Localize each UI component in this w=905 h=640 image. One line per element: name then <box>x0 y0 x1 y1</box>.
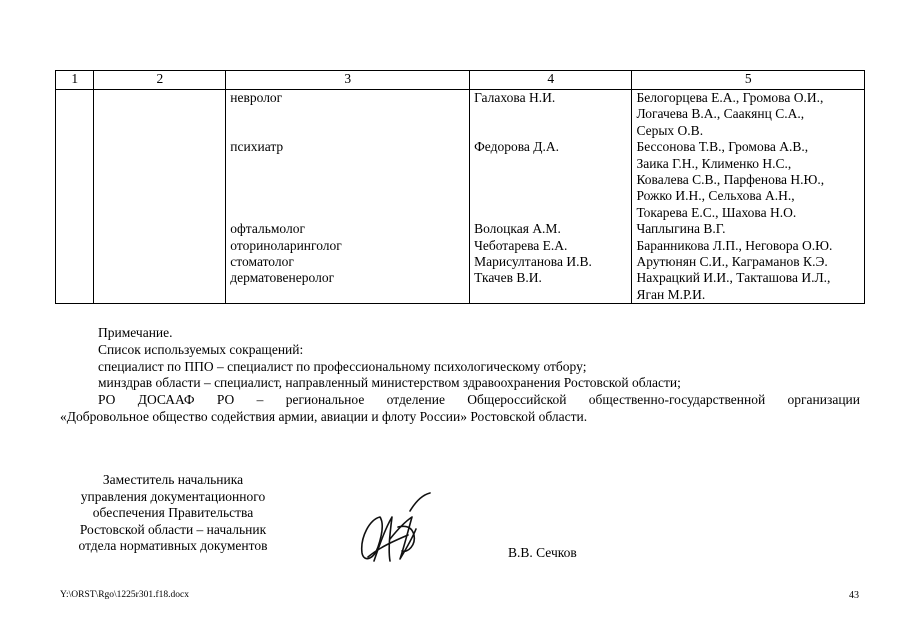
specialty-cell <box>226 90 470 304</box>
signer-title-line: Ростовской области – начальник <box>79 521 267 537</box>
members-line: Ковалева С.В., Парфенова Н.Ю., <box>636 171 825 187</box>
members-line: Чаплыгина В.Г. <box>636 221 726 237</box>
responsible-line: Ткачев В.И. <box>474 270 542 286</box>
specialty-line: оториноларинголог <box>230 237 342 253</box>
members-line: Токарева Е.С., Шахова Н.О. <box>636 204 797 220</box>
members-line: Заика Г.Н., Клименко Н.С., <box>636 155 792 171</box>
members-line: Серых О.В. <box>636 122 704 138</box>
note-item: специалист по ППО – специалист по профессиональному психологическому отбору; <box>98 358 587 374</box>
note-item-continuation: «Добровольное общество содействия армии, авиации и флоту России» Ростовской области. <box>60 408 588 424</box>
header-col-1: 1 <box>56 71 94 90</box>
notes-title: Примечание. <box>98 325 173 340</box>
signer-name: В.В. Сечков <box>508 545 577 560</box>
notes-list-intro: Список используемых сокращений: <box>98 341 304 357</box>
specialty-line: дерматовенеролог <box>230 270 335 286</box>
responsible-line: Чеботарева Е.А. <box>474 237 568 253</box>
members-line: Белогорцева Е.А., Громова О.И., <box>636 90 824 105</box>
members-cell <box>632 90 865 304</box>
spacer <box>474 205 627 221</box>
responsible-line: Галахова Н.И. <box>474 90 556 105</box>
specialists-table <box>55 70 865 304</box>
spacer <box>230 287 465 303</box>
specialty-line: стоматолог <box>230 253 294 269</box>
cell-col-2 <box>94 90 226 304</box>
spacer <box>474 287 627 303</box>
responsible-cell <box>470 90 632 304</box>
members-line: Нахрацкий И.И., Такташова И.Л., <box>636 270 831 286</box>
note-item: минздрав области – специалист, направленный министерством здравоохранения Ростовской области; <box>98 375 681 391</box>
members-line: Бессонова Т.В., Громова А.В., <box>636 139 809 155</box>
specialty-line: офтальмолог <box>230 221 305 237</box>
table-row <box>56 90 865 304</box>
header-col-2: 2 <box>94 71 226 90</box>
cell-col-1 <box>56 90 94 304</box>
spacer <box>474 123 627 139</box>
header-col-3: 3 <box>226 71 470 90</box>
spacer <box>230 106 465 122</box>
table-header-row <box>56 71 865 90</box>
spacer <box>474 188 627 204</box>
spacer <box>230 123 465 139</box>
spacer <box>230 188 465 204</box>
spacer <box>230 172 465 188</box>
responsible-line: Федорова Д.А. <box>474 139 559 155</box>
spacer <box>474 106 627 122</box>
responsible-line: Волоцкая А.М. <box>474 221 561 237</box>
spacer <box>474 156 627 172</box>
header-col-4: 4 <box>470 71 632 90</box>
signer-position <box>60 472 286 555</box>
spacer <box>474 172 627 188</box>
signer-title-line: Заместитель начальника <box>102 472 244 487</box>
signer-title-line: отдела нормативных документов <box>78 538 268 554</box>
document-file-path: Y:\ORST\Rgo\1225r301.f18.docx <box>60 590 189 600</box>
members-line: Логачева В.А., Саакянц С.А., <box>636 106 805 122</box>
specialty-line: невролог <box>230 90 283 105</box>
signer-title-line: управления документационного <box>80 488 266 504</box>
specialty-line: психиатр <box>230 139 284 155</box>
members-line: Рожко И.Н., Сельхова А.Н., <box>636 188 795 204</box>
responsible-line: Марисултанова И.В. <box>474 253 592 269</box>
handwritten-signature <box>350 487 440 572</box>
members-line: Яган М.Р.И. <box>636 286 706 302</box>
notes-section <box>60 325 860 426</box>
spacer <box>230 205 465 221</box>
header-col-5: 5 <box>632 71 865 90</box>
signer-title-line: обеспечения Правительства <box>92 505 254 521</box>
spacer <box>230 156 465 172</box>
members-line: Арутюнян С.И., Каграманов К.Э. <box>636 253 828 269</box>
note-item: РО ДОСААФ РО – региональное отделение Общероссийской общественно-государственной организации <box>98 392 860 408</box>
members-line: Баранникова Л.П., Неговора О.Ю. <box>636 237 833 253</box>
page-number: 43 <box>849 590 859 601</box>
